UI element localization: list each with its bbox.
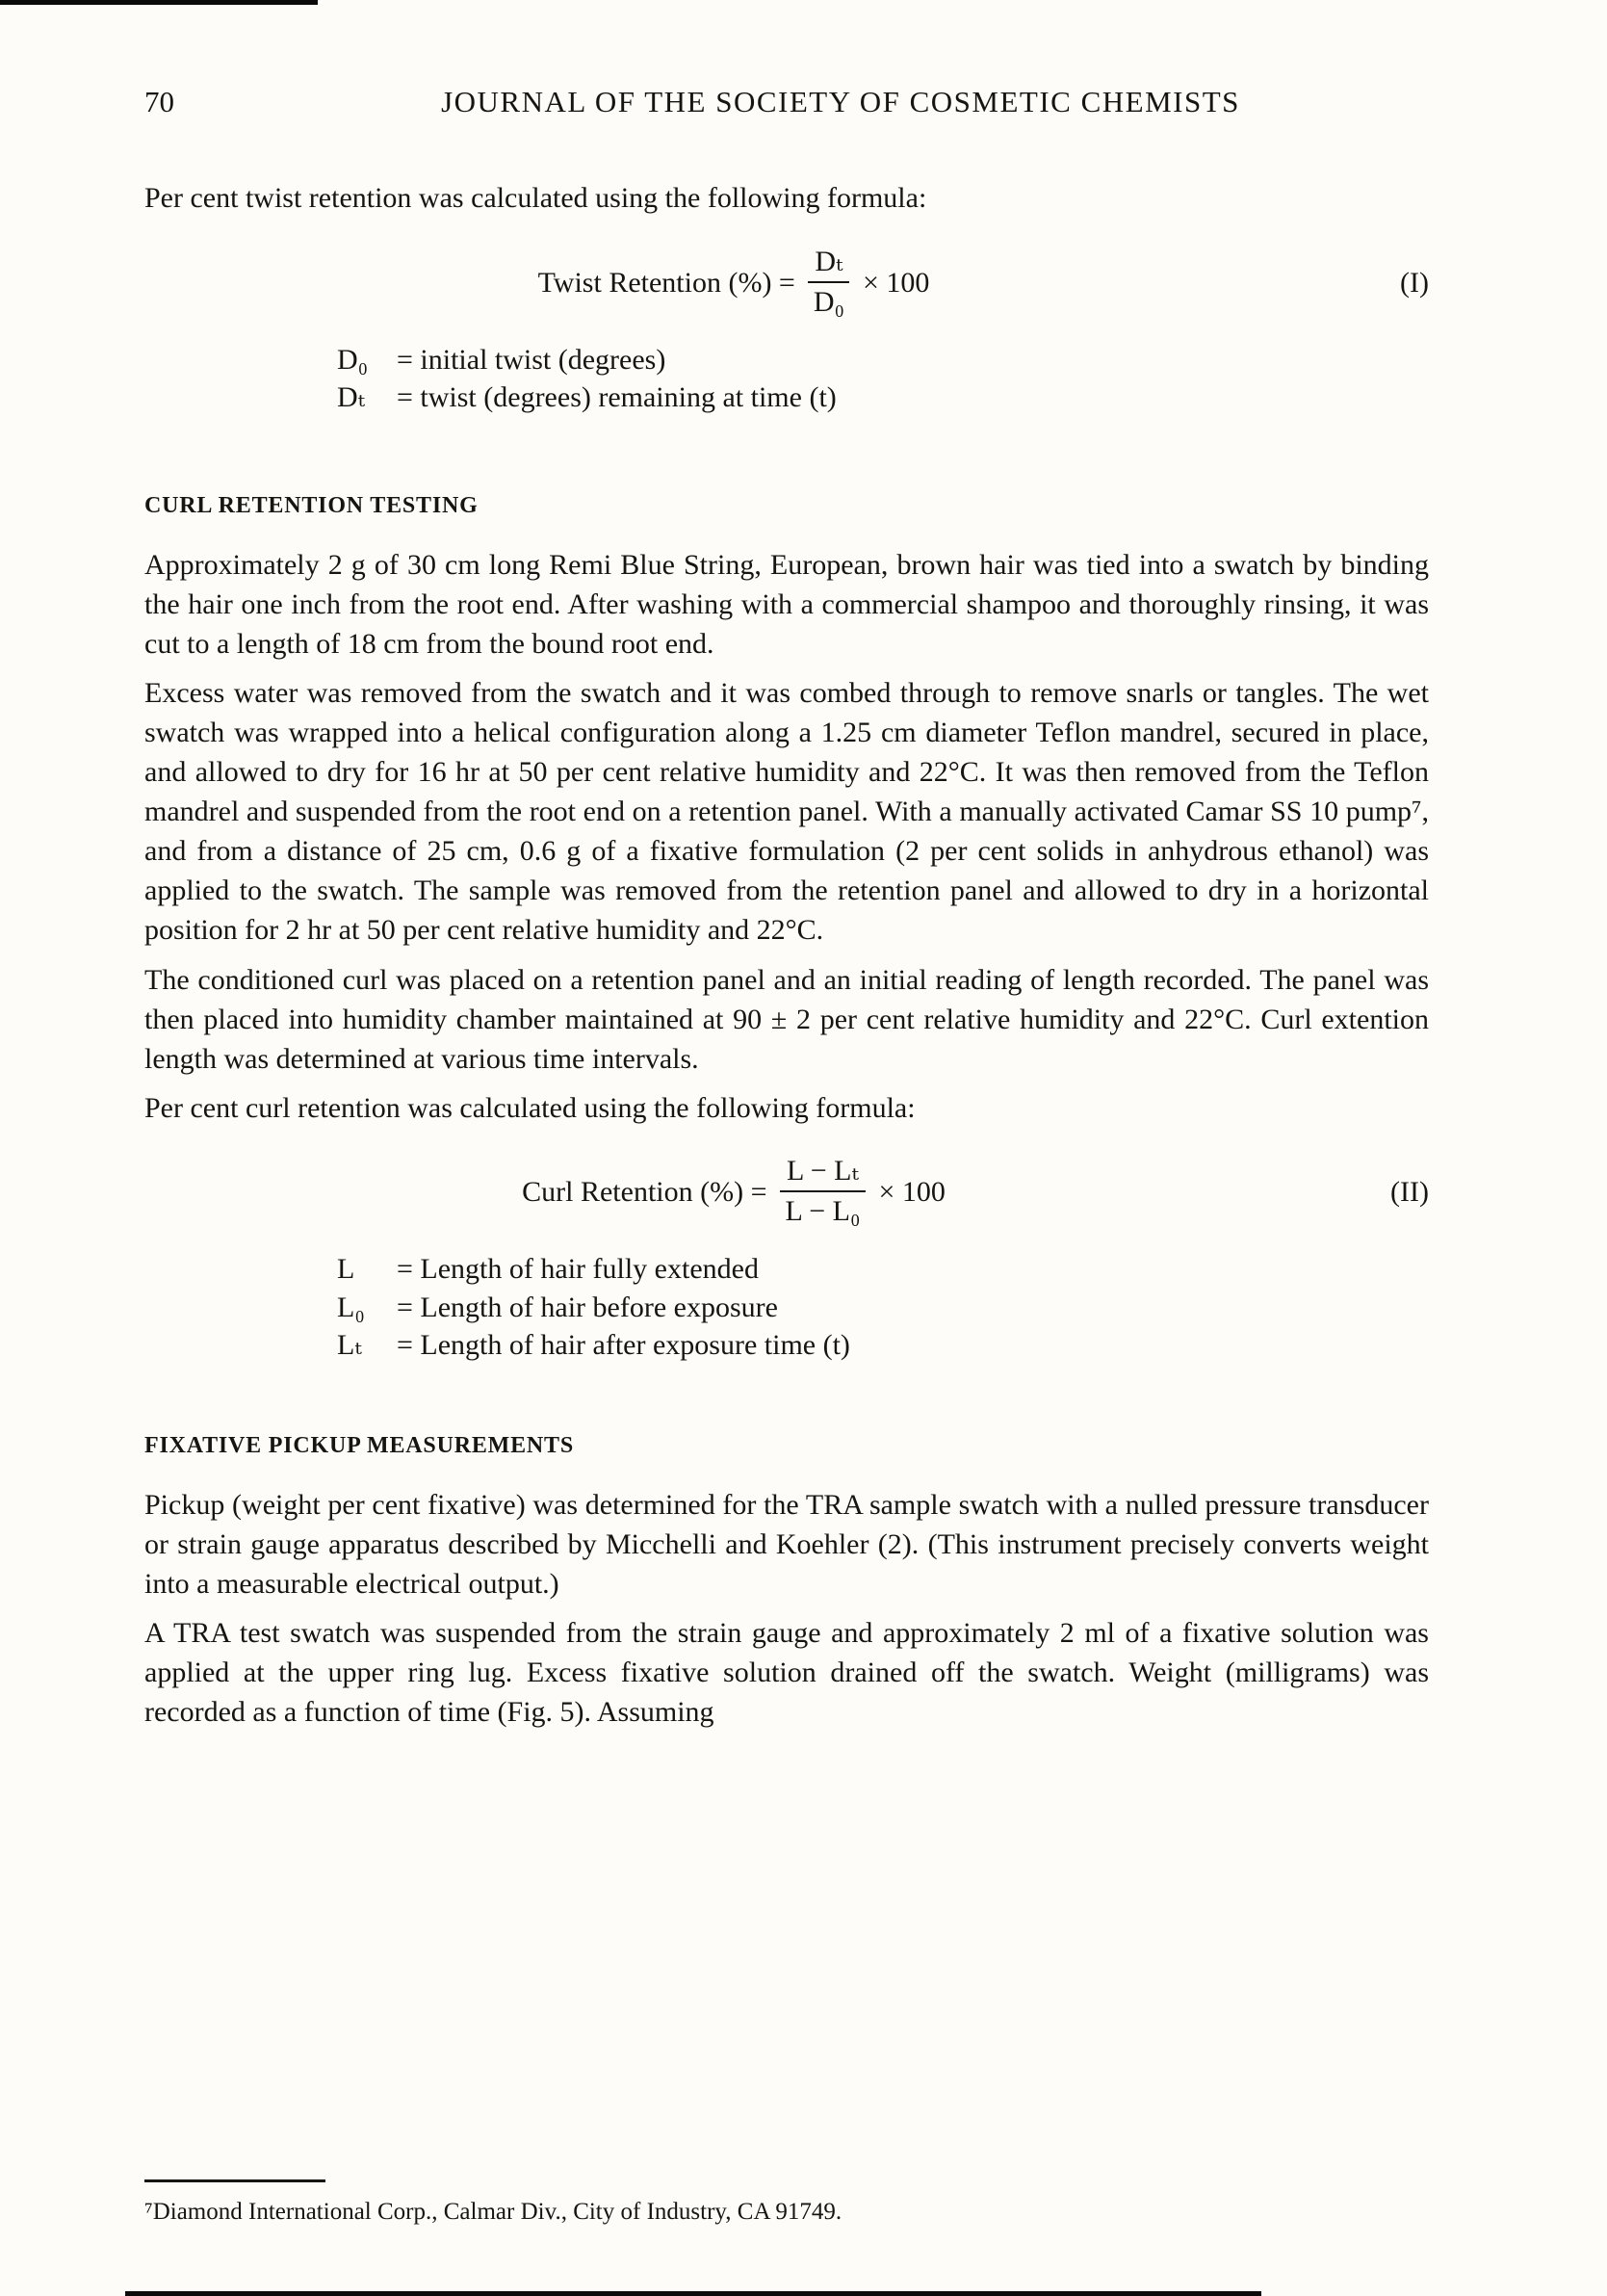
formula-lhs: Curl Retention (%) = [522,1175,767,1208]
definition-row [337,378,1429,417]
scan-artifact-top [0,0,318,5]
definition-symbol: Dₜ [337,381,366,414]
formula-multiplier: × 100 [862,266,930,299]
twist-intro-paragraph: Per cent twist retention was calculated using the following formula: [144,182,927,215]
definition-text: = Length of hair before exposure [397,1291,778,1323]
formula-expression [144,246,1323,320]
journal-title: JOURNAL OF THE SOCIETY OF COSMETIC CHEMISTS [441,85,1240,118]
twist-retention-formula [144,246,1429,320]
formula-fraction [807,246,851,320]
fraction-denominator: D₀ [813,286,844,319]
curl-formula-definitions [337,1250,1429,1365]
curl-paragraph-1: Approximately 2 g of 30 cm long Remi Blue String, European, brown hair was tied into a swatch by binding the hair one inch from the root end. After washing with a commercial shampoo and thoroughly rinsing, it was cut to a length of 18 cm from the bound root end. [144,548,1429,660]
footnote-rule [144,2179,325,2182]
definition-row [337,1326,1429,1365]
fraction-denominator: L − L₀ [785,1195,861,1228]
definition-text: = initial twist (degrees) [397,343,666,376]
definition-symbol: Lₜ [337,1329,362,1362]
definition-symbol: L [337,1252,355,1285]
definition-text: = Length of hair fully extended [397,1252,759,1285]
page-header [144,82,1429,122]
section-heading-fixative-pickup-measurements: FIXATIVE PICKUP MEASUREMENTS [144,1432,574,1458]
definition-row [337,341,1429,379]
definition-row [337,1289,1429,1327]
page-number: 70 [144,85,174,118]
formula-multiplier: × 100 [878,1175,946,1208]
fixative-paragraph-1: Pickup (weight per cent fixative) was determined for the TRA sample swatch with a nulled pressure transducer or strain gauge apparatus described by Micchelli and Koehler (2). (This instrument precisely converts weight into a measurable electrical output.) [144,1488,1429,1600]
curl-retention-formula [144,1155,1429,1229]
section-heading-curl-retention-testing: CURL RETENTION TESTING [144,492,479,518]
definition-row [337,1250,1429,1289]
equation-number-2: (II) [1390,1175,1429,1208]
fraction-numerator: Dₜ [808,246,849,284]
formula-fraction [779,1155,868,1229]
fraction-numerator: L − Lₜ [780,1155,866,1193]
equation-number-1: (I) [1400,266,1429,299]
formula-lhs: Twist Retention (%) = [537,266,795,299]
curl-formula-intro-paragraph: Per cent curl retention was calculated using the following formula: [144,1091,916,1124]
scan-artifact-bottom [125,2291,1261,2296]
formula-expression [144,1155,1323,1229]
definition-text: = twist (degrees) remaining at time (t) [397,381,837,414]
footnote-block [144,2179,1429,2229]
twist-formula-definitions [337,341,1429,417]
curl-paragraph-2: Excess water was removed from the swatch and it was combed through to remove snarls or tangles. The wet swatch was wrapped into a helical configuration along a 1.25 cm diameter Teflon mandrel, secured in place, and allowed to dry for 16 hr at 50 per cent relative humidity and 22°C. It was then removed from the Teflon mandrel and suspended from the root end on a retention panel. With a manually activated Camar SS 10 pump⁷, and from a distance of 25 cm, 0.6 g of a fixative formulation (2 per cent solids in anhydrous ethanol) was applied to the swatch. The sample was removed from the retention panel and allowed to dry in a horizontal position for 2 hr at 50 per cent relative humidity and 22°C. [144,676,1429,947]
fixative-paragraph-2: A TRA test swatch was suspended from the strain gauge and approximately 2 ml of a fixative solution was applied at the upper ring lug. Excess fixative solution drained off the swatch. Weight (milligrams) was recorded as a function of time (Fig. 5). Assuming [144,1616,1429,1729]
footnote-text: ⁷Diamond International Corp., Calmar Div., City of Industry, CA 91749. [144,2198,842,2225]
definition-symbol: D₀ [337,343,369,376]
curl-paragraph-3: The conditioned curl was placed on a retention panel and an initial reading of length recorded. The panel was then placed into humidity chamber maintained at 90 ± 2 per cent relative humidity and 22°C. Curl extention length was determined at various time intervals. [144,963,1429,1075]
definition-symbol: L₀ [337,1291,365,1323]
definition-text: = Length of hair after exposure time (t) [397,1329,850,1362]
